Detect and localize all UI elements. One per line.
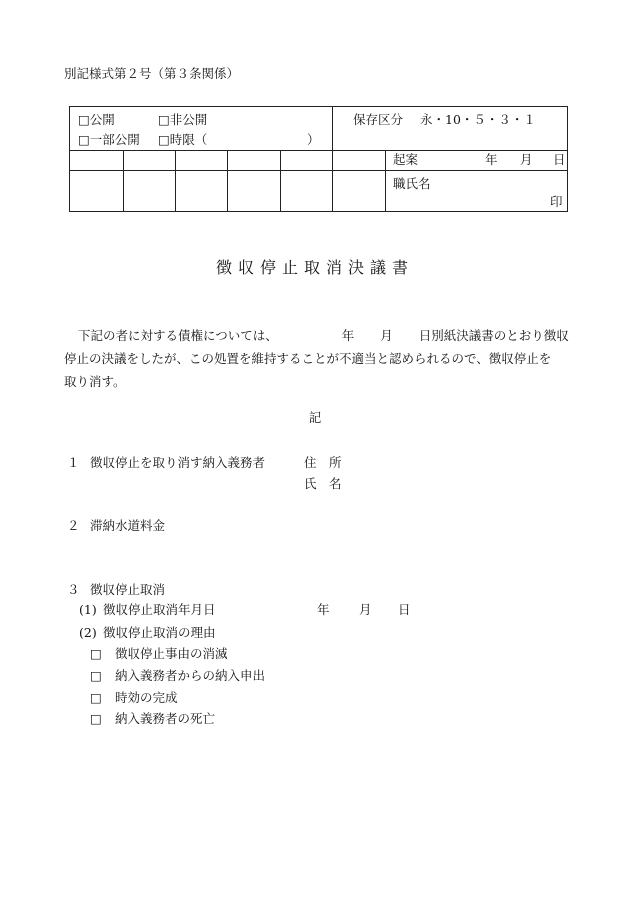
reason-checkbox[interactable]: □ <box>90 690 102 705</box>
draft-month: 月 <box>520 152 533 167</box>
cancel-date-month: 月 <box>359 602 372 617</box>
cancel-date-year: 年 <box>317 602 330 617</box>
item-3-label: 徴収停止取消 <box>90 582 166 597</box>
table-divider <box>123 150 124 211</box>
item-3-number: ３ <box>67 582 80 597</box>
table-divider <box>175 150 176 211</box>
form-reference: 別記様式第２号（第３条関係） <box>64 66 240 81</box>
retention-label: 保存区分 <box>353 112 404 127</box>
body-year: 年 <box>341 328 355 343</box>
body-line-3: 取り消す。 <box>64 374 126 389</box>
sub-item-1-number: (1) <box>79 602 97 617</box>
draft-label: 起案 <box>393 152 419 167</box>
body-paragraph <box>64 324 588 393</box>
reason-label: 時効の完成 <box>115 690 178 705</box>
draft-day: 日 <box>553 152 566 167</box>
table-divider <box>70 170 567 171</box>
sub-item-1-label: 徴収停止取消年月日 <box>103 602 216 617</box>
table-divider <box>385 150 386 211</box>
staff-name-label: 職氏名 <box>393 176 431 191</box>
draft-year: 年 <box>485 152 498 167</box>
item-1-label: 徴収停止を取り消す納入義務者 <box>90 455 266 470</box>
sub-item-2-number: (2) <box>79 625 97 640</box>
body-text: 下記の者に対する債権については、 <box>78 328 278 343</box>
seal-mark: 印 <box>550 194 563 209</box>
body-line-2: 停止の決議をしたが、この処置を維持することが不適当と認められるので、徴収停止を <box>64 351 552 366</box>
obligor-address-label: 住 所 <box>304 455 342 470</box>
disclosure-timed-close: ） <box>307 132 320 147</box>
header-table <box>69 106 568 212</box>
reason-checkbox[interactable]: □ <box>90 711 102 726</box>
disclosure-partial-option[interactable]: □一部公開 <box>78 132 140 147</box>
disclosure-timed-option[interactable]: □時限（ <box>158 132 208 147</box>
ki-heading: 記 <box>308 410 322 425</box>
item-2-label: 滞納水道料金 <box>90 518 166 533</box>
retention-values: 永・10・５・３・１ <box>420 112 536 127</box>
body-month: 月 <box>380 328 393 343</box>
reason-checkbox[interactable]: □ <box>90 668 102 683</box>
sub-item-2-label: 徴収停止取消の理由 <box>103 625 216 640</box>
table-divider <box>70 150 567 151</box>
table-divider <box>332 107 333 211</box>
document-title: 徴収停止取消決議書 <box>215 258 414 277</box>
disclosure-private-option[interactable]: □非公開 <box>158 112 208 127</box>
item-1-number: １ <box>67 455 80 470</box>
reason-label: 徴収停止事由の消滅 <box>115 646 228 661</box>
body-text: 日別紙決議書のとおり徴収 <box>418 328 569 343</box>
cancel-date-day: 日 <box>398 602 411 617</box>
item-2-number: ２ <box>67 518 80 533</box>
table-divider <box>227 150 228 211</box>
reason-label: 納入義務者の死亡 <box>115 711 216 726</box>
obligor-name-label: 氏 名 <box>304 476 342 491</box>
disclosure-public-option[interactable]: □公開 <box>78 112 115 127</box>
reason-label: 納入義務者からの納入申出 <box>115 668 266 683</box>
body-line-1 <box>64 324 588 347</box>
reason-checkbox[interactable]: □ <box>90 646 102 661</box>
table-divider <box>280 150 281 211</box>
